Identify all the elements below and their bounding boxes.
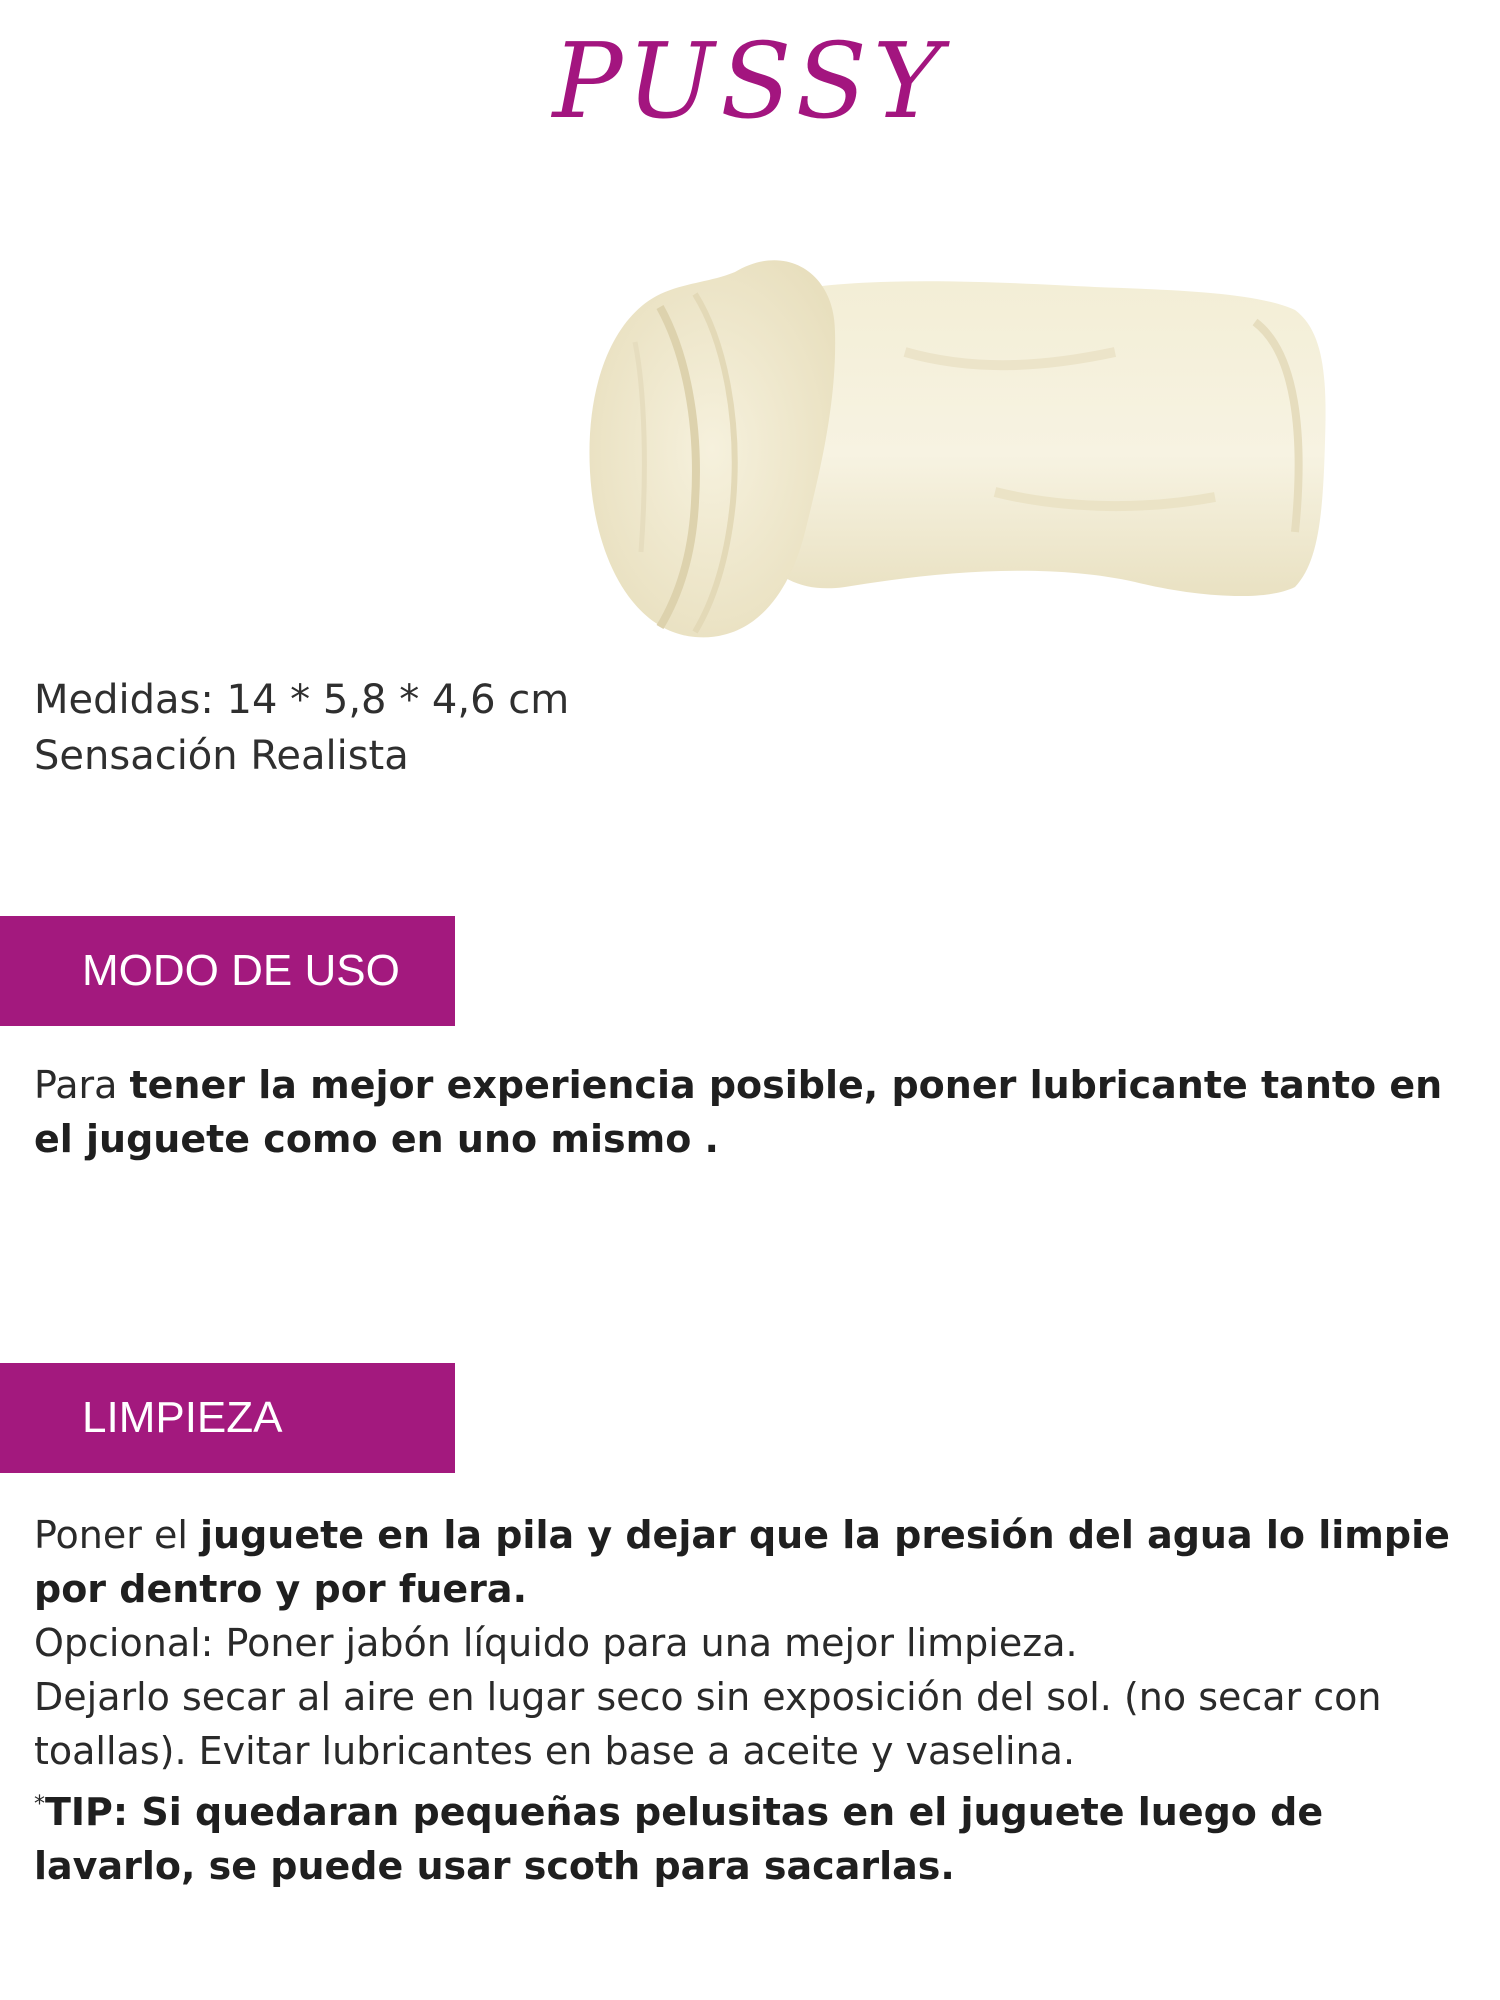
product-specs: [34, 672, 569, 784]
product-image: [575, 232, 1335, 652]
tip-text: TIP: Si quedaran pequeñas pelusitas en el juguete luego de lavarlo, se puede usar scoth para sacarlas.: [34, 1790, 1324, 1888]
sensation-text: Sensación Realista: [34, 733, 409, 779]
modo-de-uso-bold: tener la mejor experiencia posible, poner lubricante tanto en el juguete como en uno mismo .: [34, 1063, 1443, 1161]
modo-de-uso-lead: Para: [34, 1063, 130, 1107]
measurements-text: Medidas: 14 * 5,8 * 4,6 cm: [34, 677, 570, 723]
limpieza-lead: Poner el: [34, 1513, 200, 1557]
limpieza-heading: LIMPIEZA: [0, 1363, 455, 1473]
modo-de-uso-heading: MODO DE USO: [0, 916, 455, 1026]
limpieza-tip: [34, 1778, 1474, 1893]
limpieza-opcional: Opcional: Poner jabón líquido para una mejor limpieza.: [34, 1621, 1078, 1665]
modo-de-uso-text: [34, 1058, 1474, 1166]
product-title: PUSSY: [552, 20, 948, 142]
limpieza-text: [34, 1508, 1474, 1893]
tip-asterisk: *: [34, 1792, 45, 1817]
limpieza-secado: Dejarlo secar al aire en lugar seco sin exposición del sol. (no secar con toallas). Evitar lubricantes en base a aceite y vaselina.: [34, 1675, 1382, 1773]
limpieza-instruction: [34, 1508, 1474, 1616]
limpieza-bold: juguete en la pila y dejar que la presión del agua lo limpie por dentro y por fuera.: [34, 1513, 1450, 1611]
